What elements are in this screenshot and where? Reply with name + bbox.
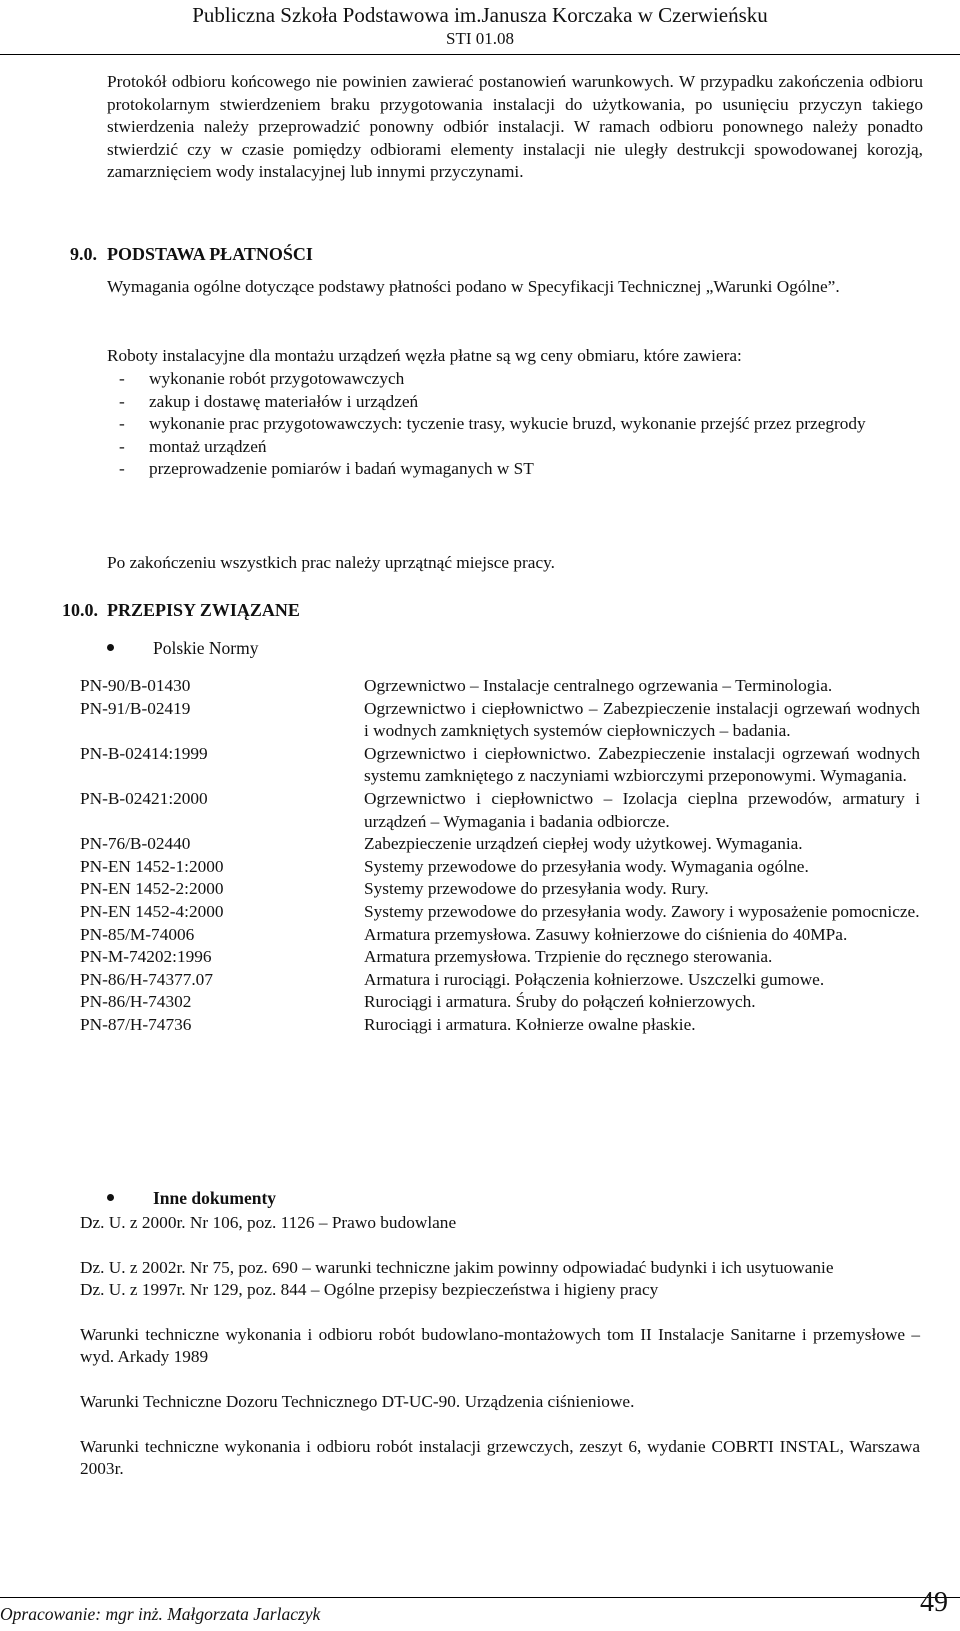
page-header [0,0,960,49]
list-item: Warunki techniczne wykonania i odbioru robót instalacji grzewczych, zeszyt 6, wydanie COBRTI INSTAL, Warszawa 2003r. [80,1436,920,1479]
table-row: PN-76/B-02440 Zabezpieczenie urządzeń ciepłej wody użytkowej. Wymagania. [80,834,803,854]
dash-marker: - [119,391,125,411]
table-row: PN-87/H-74736 Rurociągi i armatura. Kołnierze owalne płaskie. [80,1014,696,1034]
list-item: - wykonanie robót przygotowawczych [107,368,923,391]
footer-divider [0,1597,960,1598]
section-9-paragraph-2: Roboty instalacyjne dla montażu urządzeń węzła płatne są wg ceny obmiaru, które zawiera: [107,346,742,365]
header-divider [0,54,960,55]
table-row: PN-B-02414:1999 Ogrzewnictwo i ciepłownictwo. Zabezpieczenie instalacji ogrzewań wodnych systemu zamkniętego z naczyniami wzbiorczymi przeponowymi. Wymagania. [80,743,920,786]
table-row: PN-EN 1452-4:2000 Systemy przewodowe do przesyłania wody. Zawory i wyposażenie pomocnicze. [80,901,920,921]
table-row: PN-EN 1452-2:2000 Systemy przewodowe do przesyłania wody. Rury. [80,879,709,899]
list-item: Dz. U. z 1997r. Nr 129, poz. 844 – Ogólne przepisy bezpieczeństwa i higieny pracy [80,1280,659,1300]
list-item: Warunki Techniczne Dozoru Technicznego DT-UC-90. Urządzenia ciśnieniowe. [80,1391,635,1411]
spec-code: STI 01.08 [446,29,514,48]
list-item: Warunki techniczne wykonania i odbioru robót budowlano-montażowych tom II Instalacje Sanitarne i przemysłowe – wyd. Arkady 1989 [80,1324,920,1367]
section-10-number: 10.0. [62,600,98,620]
section-10-title: PRZEPISY ZWIĄZANE [107,600,300,620]
table-row: PN-EN 1452-1:2000 Systemy przewodowe do przesyłania wody. Wymagania ogólne. [80,856,809,876]
school-name: Publiczna Szkoła Podstawowa im.Janusza Korczaka w Czerwieńsku [192,3,768,27]
section-9-paragraph-1: Wymagania ogólne dotyczące podstawy płatności podano w Specyfikacji Technicznej „Warunki Ogólne”. [107,277,840,296]
list-item: - wykonanie prac przygotowawczych: tyczenie trasy, wykucie bruzd, wykonanie przejść przez przegrody [107,413,923,436]
bullet-icon [107,644,114,651]
section-9-number: 9.0. [70,244,97,264]
dash-marker: - [119,436,125,456]
table-row: PN-90/B-01430 Ogrzewnictwo – Instalacje centralnego ogrzewania – Terminologia. [80,676,833,695]
list-item: Dz. U. z 2002r. Nr 75, poz. 690 – warunki techniczne jakim powinny odpowiadać budynki i ich usytuowanie [80,1257,834,1277]
dash-marker: - [119,459,125,479]
list-item: - przeprowadzenie pomiarów i badań wymaganych w ST [107,458,923,481]
document-page: Publiczna Szkoła Podstawowa im.Janusza Korczaka w Czerwieńsku STI 01.08 Protokół odbioru końcowego nie powinien zawierać postanowień warunkowych. W przypadku zakończenia odbioru protokolarnym stwierdzeniem braku przygotowania instalacji do użytkowania, po usunięciu przyczyn takiego stwierdzenia należy przeprowadzić ponowny odbiór instalacji. W ramach odbioru ponownego należy ponadto stwierdzić czy w czasie pomiędzy odbiorami elementy instalacji nie uległy destrukcji spowodowanej korozją, zamarznięciem wody instalacyjnej lub innymi przyczynami. 9.0. PODSTAWA PŁATNOŚCI Wymagania ogólne dotyczące podstawy płatności podano w Specyfikacji Technicznej „Warunki Ogólne”. Roboty instalacyjne dla montażu urządzeń węzła płatne są wg ceny obmiaru, które zawiera: - wykonanie robót przygotowawczych - zakup i dostawę materiałów i urządzeń - wykonanie prac przygotowawczych: tyczenie trasy, wykucie bruzd, wykonanie przejść przez przegrody - montaż urządzeń - przeprowadzenie pomiarów i badań wymaganych w ST Po zakończeniu wszystkich prac należy uprzątnąć miejsce pracy. 10.0. PRZEPISY ZWIĄZANE Polskie Normy PN-90/B-01430 Ogrzewnictwo – Instalacje centralnego ogrzewania – Terminologia. PN-91/B-02419 Ogrzewnictwo i ciepłownictwo – Zabezpieczenie instalacji ogrzewań wodnych i wodnych zamkniętych systemów ciepłowniczych – badania. PN-B-02414:1999 Ogrzewnictwo i ciepłownictwo. Zabezpieczenie instalacji ogrzewań wodnych systemu zamkniętego z naczyniami wzbiorczymi przeponowymi. Wymagania. PN-B-02421:2000 Ogrzewnictwo i ciepłownictwo – Izolacja cieplna przewodów, armatury i urządzeń – Wymagania i badania odbiorcze. PN-76/B-02440 Zabezpieczenie urządzeń ciepłej wody użytkowej. Wymagania. PN-EN 1452-1:2000 Systemy przewodowe do przesyłania wody. Wymagania ogólne. PN-EN 1452-2:2000 Systemy przewodowe do przesyłania wody. Rury. PN-EN 1452-4:2000 Systemy przewodowe do przesyłania wody. Zawory i wyposażenie pomocnicze. PN-85/M-74006 Armatura przemysłowa. Zasuwy kołnierzowe do ciśnienia do 40MPa. PN-M-74202:1996 Armatura przemysłowa. Trzpienie do ręcznego sterowania. PN-86/H-74377.07 Armatura i rurociągi. Połączenia kołnierzowe. Uszczelki gumowe. PN-86/H-74302 Rurociągi i armatura. Śruby do połączeń kołnierzowych. PN-87/H-74736 Rurociągi i armatura. Kołnierze owalne płaskie. Inne dokumenty Dz. U. z 2000r. Nr 106, poz. 1126 – Prawo budowlane Dz. U. z 2002r. Nr 75, poz. 690 – warunki techniczne jakim powinny odpowiadać budynki i ich usytuowanie Dz. U. z 1997r. Nr 129, poz. 844 – Ogólne przepisy bezpieczeństwa i higieny pracy Warunki techniczne wykonania i odbioru robót budowlano-montażowych tom II Instalacje Sanitarne i przemysłowe – wyd. Arkady 1989 Warunki Techniczne Dozoru Technicznego DT-UC-90. Urządzenia ciśnieniowe. Warunki techniczne wykonania i odbioru robót instalacji grzewczych, zeszyt 6, wydanie COBRTI INSTAL, Warszawa 2003r. Opracowanie: mgr inż. Małgorzata Jarlaczyk 49 [0,0,960,1631]
dash-marker: - [119,369,125,388]
page-number: 49 [920,1587,948,1618]
section-9-title: PODSTAWA PŁATNOŚCI [107,244,313,264]
intro-paragraph: Protokół odbioru końcowego nie powinien zawierać postanowień warunkowych. W przypadku zakończenia odbioru protokolarnym stwierdzeniem braku przygotowania instalacji do użytkowania, po usunięciu przyczyn takiego stwierdzenia należy przeprowadzić ponowny odbiór instalacji. W ramach odbioru ponownego należy ponadto stwierdzić czy w czasie pomiędzy odbiorami elementy instalacji nie uległy destrukcji spowodowanej korozją, zamarznięciem wody instalacyjnej lub innymi przyczynami. [107,72,923,182]
table-row: PN-B-02421:2000 Ogrzewnictwo i ciepłownictwo – Izolacja cieplna przewodów, armatury i urządzeń – Wymagania i badania odbiorcze. [80,788,920,831]
list-item: Dz. U. z 2000r. Nr 106, poz. 1126 – Prawo budowlane [80,1213,457,1232]
payment-items-list [107,368,923,481]
section-9-closing: Po zakończeniu wszystkich prac należy uprzątnąć miejsce pracy. [107,553,555,572]
norms-table [80,675,960,1037]
table-row: PN-86/H-74377.07 Armatura i rurociągi. Połączenia kołnierzowe. Uszczelki gumowe. [80,969,825,989]
other-documents-list [80,1212,920,1481]
list-item: - montaż urządzeń [107,436,923,459]
table-row: PN-86/H-74302 Rurociągi i armatura. Śruby do połączeń kołnierzowych. [80,992,756,1012]
list-item: - zakup i dostawę materiałów i urządzeń [107,391,923,414]
table-row: PN-85/M-74006 Armatura przemysłowa. Zasuwy kołnierzowe do ciśnienia do 40MPa. [80,924,848,944]
footer-author: Opracowanie: mgr inż. Małgorzata Jarlaczyk [0,1604,321,1624]
table-row: PN-91/B-02419 Ogrzewnictwo i ciepłownictwo – Zabezpieczenie instalacji ogrzewań wodnych i wodnych zamkniętych systemów ciepłowniczych – badania. [80,698,920,741]
table-row: PN-M-74202:1996 Armatura przemysłowa. Trzpienie do ręcznego sterowania. [80,947,773,967]
bullet-icon [107,1194,114,1201]
dash-marker: - [119,414,125,434]
